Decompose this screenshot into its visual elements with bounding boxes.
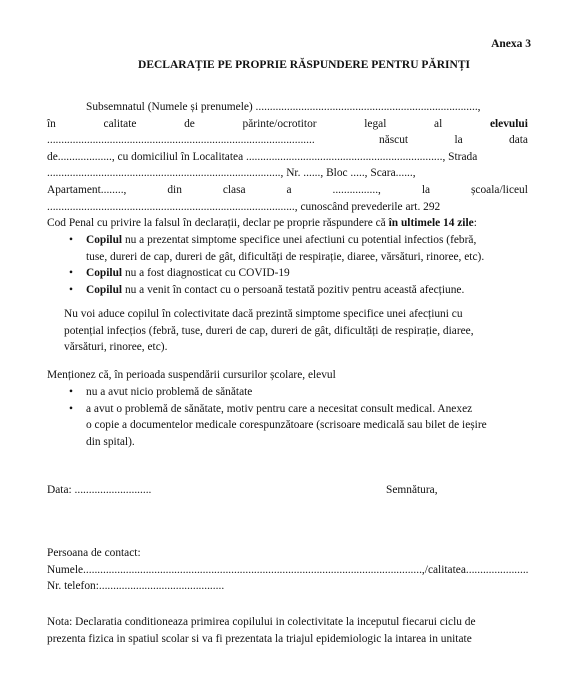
list-item (58, 282, 538, 299)
word: clasa (222, 183, 246, 196)
signature-label: Semnătura, (386, 484, 438, 496)
intro-line-1 (47, 99, 528, 116)
word: Apartament........, (47, 183, 127, 196)
intro-text-bold: în ultimele 14 zile (388, 217, 474, 230)
intro-line-6 (47, 182, 528, 199)
list-item (58, 384, 538, 401)
word: din (167, 183, 182, 196)
item-text: o copie a documentelor medicale corespunzătoare (scrisoare medicală sau bilet de ieșire (86, 419, 487, 432)
paragraph-line: Nu voi aduce copilul în colectivitate dacă prezintă simptome specifice unei afecțiuni cu (64, 308, 463, 320)
list-item (58, 232, 538, 265)
item-bold: Copilul (86, 234, 123, 246)
contact-heading: Persoana de contact: (47, 547, 141, 559)
item-bold: Copilul (86, 283, 123, 296)
contact-section (47, 545, 537, 595)
list-item (58, 401, 538, 451)
item-text: nu a avut nicio problemă de sănătate (86, 386, 253, 398)
word-bold: elevului (489, 117, 528, 130)
word: legal (364, 117, 387, 130)
date-field: Data: ........................... (47, 484, 152, 496)
word: părinte/ocrotitor (242, 117, 317, 130)
mention-text: Menționez că, în perioada suspendării cursurilor școlare, elevul (47, 369, 336, 381)
dotted-fill: .............................................................................................. (47, 134, 315, 147)
contact-phone-field: Nr. telefon:............................................ (47, 580, 225, 593)
bullet-icon: • (69, 267, 73, 280)
item-text: nu a prezentat simptome specifice unei afectiuni cu potential infectios (febră, (122, 234, 477, 246)
paragraph-line: vărsături, rinoree, etc). (64, 341, 168, 354)
annex-label: Anexa 3 (491, 38, 531, 50)
list-item (58, 265, 538, 282)
word: la (421, 183, 431, 196)
intro-line-2 (47, 116, 528, 133)
note-line: Nota: Declaratia conditioneaza primirea copilului in colectivitate la inceputul fiecarui ciclu de (47, 616, 476, 628)
health-list (58, 384, 538, 450)
bullet-icon: • (69, 234, 73, 246)
bullet-icon: • (69, 386, 73, 398)
contact-name-field: Numele.......................................................................................................................,/calitatea...................... (47, 563, 529, 576)
word: la (454, 134, 463, 147)
intro-line-3 (47, 132, 528, 149)
promise-paragraph (64, 306, 534, 356)
bullet-icon: • (69, 283, 73, 296)
word: școala/liceul (470, 183, 528, 196)
word: născut (379, 134, 409, 147)
item-text: nu a venit în contact cu o persoană testată pozitiv pentru această afecțiune. (122, 283, 465, 296)
item-text: nu a fost diagnosticat cu COVID-19 (122, 267, 290, 280)
word: a (286, 183, 292, 196)
intro-text: Subsemnatul (Numele și prenumele) .............................................................................., (86, 101, 481, 113)
intro-text: de..................., cu domiciliul în Localitatea ....................................................................., Strada (47, 150, 478, 163)
word: ................, (332, 183, 381, 196)
bullet-icon: • (69, 402, 73, 415)
colon: : (473, 217, 477, 230)
intro-line-4 (47, 149, 528, 166)
item-text: din spital). (86, 435, 135, 448)
item-text: tuse, dureri de cap, dureri de gât, dificultăți de respirație, diaree, vărsături, rinoree, etc). (86, 250, 485, 263)
intro-line-7 (47, 199, 528, 216)
word: calitate (103, 117, 137, 130)
intro-text: .................................................................................., Nr. ......, Bloc ....., Scara......, (47, 167, 416, 180)
item-text: a avut o problemă de sănătate, motiv pentru care a necesitat consult medical. Anexez (86, 402, 473, 415)
intro-text: Cod Penal cu privire la falsul în declarații, declar pe proprie răspundere că (47, 217, 386, 230)
word: de (184, 117, 195, 130)
declaration-intro (47, 99, 528, 232)
intro-line-5 (47, 165, 528, 182)
word: în (47, 117, 56, 130)
symptoms-list (58, 232, 538, 298)
intro-line-8 (47, 215, 528, 232)
word: al (434, 117, 443, 130)
note-line: prezenta fizica in spatiul scolar si va fi prezentata la triajul epidemiologic la intarea in unitate (47, 632, 472, 645)
intro-text: ......................................................................................., cunoscând prevederile art. 292 (47, 200, 441, 213)
item-bold: Copilul (86, 267, 123, 280)
paragraph-line: potențial infecțios (febră, tuse, dureri de cap, dureri de gât, dificultăți de respirație, diaree, (64, 324, 474, 337)
word: data (509, 134, 528, 147)
note-paragraph (47, 614, 547, 647)
document-title: DECLARAȚIE PE PROPRIE RĂSPUNDERE PENTRU PĂRINȚI (138, 59, 470, 71)
